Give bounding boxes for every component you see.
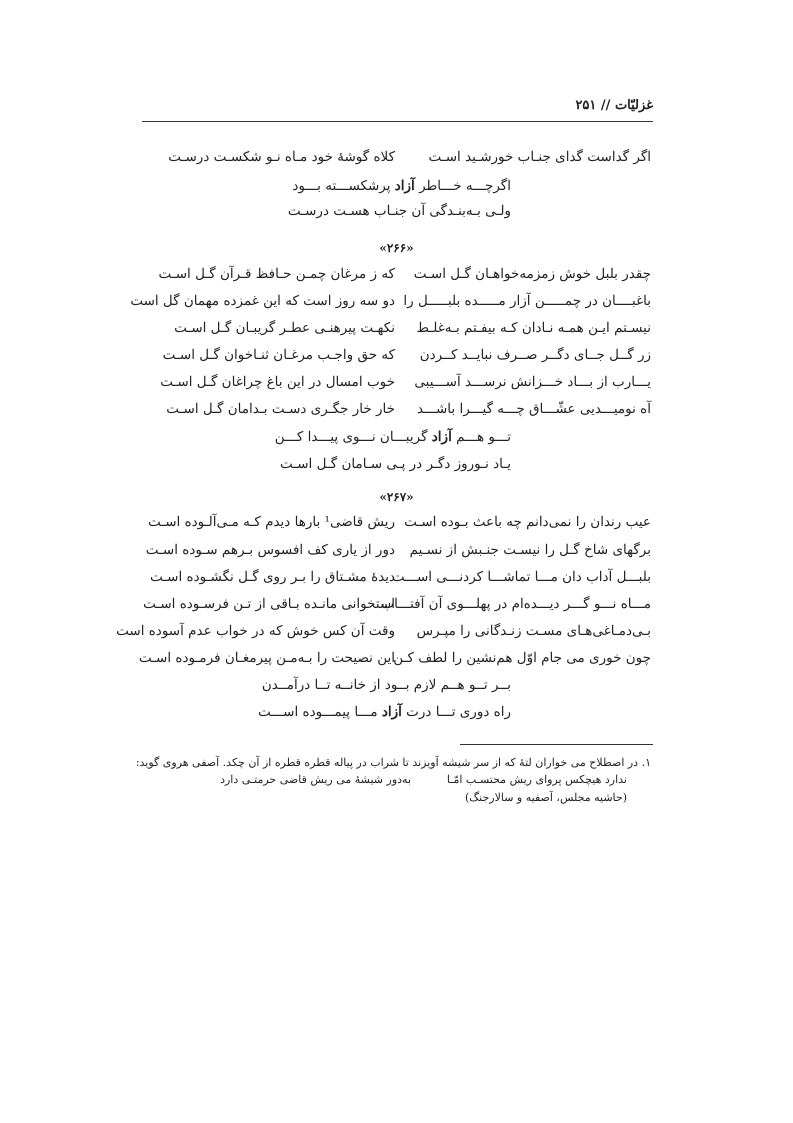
poem-267-verse-3-right: بلبـــل آداب دان مـــا تماشـــا کردنـــی اســـت bbox=[391, 569, 651, 585]
poem-266-verse-3-left: نکهـت پیرهنـی عطـر گریبـان گـل اسـت bbox=[174, 320, 395, 336]
poem-267-verse-1-left: ریش قاضی¹ بارها دیدم کـه مـی‌آلـوده اسـت bbox=[148, 514, 395, 530]
poem-267-verse-6-left: این نصیحت را بـه‌مـن پیرمغـان فرمـوده اسـت bbox=[138, 650, 395, 666]
poem-267-verse-2-right: برگهای شاخ گـل را نیسـت جنـبش از نسـیم bbox=[409, 542, 651, 558]
poem-267-closing-2: راه دوری تـــا درت آزاد مـــا پیمـــوده اســـت bbox=[258, 704, 511, 720]
poem-267-verse-2-left: دور از یاری کف افسوس بـرهم سـوده اسـت bbox=[145, 542, 395, 558]
poet-name: آزاد bbox=[431, 429, 452, 445]
poem-266-verse-2-right: باغبــــان در چمـــــن آزار مـــــده بلبـــــل را bbox=[403, 293, 651, 309]
header-title: غزلیّات // ۲۵۱ bbox=[575, 98, 653, 113]
poem-266-verse-4-left: که حق واجـب مرغـان ثنـاخوان گـل اسـت bbox=[162, 347, 395, 363]
intro-line1-right: اگر گداست گدای جنـاب خورشـید اسـت bbox=[428, 149, 651, 165]
poem-267-verse-6-right: چون خوری می جام اوّل هم‌نشین را لطف کـن bbox=[393, 650, 651, 666]
header-rule bbox=[142, 121, 653, 122]
intro-line2: اگرچـــه خـــاطر آزاد پرشکســـته بـــود bbox=[292, 178, 511, 194]
poem-267-number: «۲۶۷» bbox=[379, 490, 414, 504]
poem-266-verse-6-left: خار خار جگـری دسـت بـدامان گـل اسـت bbox=[166, 401, 395, 417]
poet-name: آزاد bbox=[394, 178, 415, 194]
poem-267-closing-1: بــر تــو هــم لازم بــود از خانــه تــا درآمــدن bbox=[261, 677, 511, 693]
poem-266-closing-1: تـــو هـــم آزاد گریبـــان نـــوی پیـــدا کـــن bbox=[274, 429, 511, 445]
poet-name: آزاد bbox=[381, 704, 402, 720]
poem-266-verse-5-left: خوب امسال در این باغ چراغان گـل اسـت bbox=[160, 374, 395, 390]
intro-line3: ولـی بـه‌بنـدگی آن جنـاب هسـت درسـت bbox=[287, 203, 511, 219]
footnote-verse-left: به‌دور شیشهٔ می ریش قاضی حرمتـی دارد bbox=[220, 773, 411, 786]
poem-266-verse-1-left: که ز مرغان چمـن حـافظ قـرآن گـل اسـت bbox=[158, 266, 395, 282]
intro-line1-left: کلاه گوشهٔ خود مـاه نـو شکسـت درسـت bbox=[168, 149, 395, 165]
running-header bbox=[142, 92, 653, 122]
poem-267-verse-5-right: بـی‌دمـاغی‌هـای مسـت زنـدگانی را مپـرس bbox=[416, 623, 651, 639]
footnote-line-1: ۱. در اصطلاح می خواران لتهٔ که از سر شیشه آویزند تا شراب در پیاله قطره قطره از آن چکد. آصفی هروی گوید: bbox=[135, 756, 651, 769]
footnote-rule bbox=[460, 744, 653, 745]
poem-266-verse-1-right: چقدر بلبل خوش زمزمه‌خواهـان گـل اسـت bbox=[413, 266, 651, 282]
poem-266-verse-3-right: نیسـتم ایـن همـه نـادان کـه بیفـتم بـه‌غلـط bbox=[416, 320, 651, 336]
poem-267-verse-4-left: استخوانی مانـده بـاقی از تـن فرسـوده اسـت bbox=[143, 596, 395, 612]
poem-266-verse-5-right: یـــارب از بـــاد خـــزانش نرســـد آســـیبی bbox=[414, 374, 651, 390]
poem-267-verse-3-left: دیدهٔ مشـتاق را بـر روی گـل نگشـوده اسـت bbox=[149, 569, 395, 585]
poem-267-verse-4-right: مـــاه نـــو گـــر دیـــده‌ام در پهلـــوی آن آفتـــاب bbox=[381, 596, 651, 612]
poem-266-number: «۲۶۶» bbox=[379, 241, 414, 255]
poem-266-verse-6-right: آه نومیـــدیی عشّـــاق چـــه گیـــرا باشـــد bbox=[417, 401, 651, 417]
footnote-verse-right: ندارد هیچکس پروای ریش محتسـب امّـا bbox=[446, 773, 627, 786]
poem-266-verse-2-left: دو سه روز است که این غمزده مهمان گل است bbox=[130, 293, 395, 309]
poem-266-closing-2: یـاد نـوروز دگـر در پـی سـامان گـل اسـت bbox=[280, 456, 511, 472]
poem-266-verse-4-right: زر گــل جــای دگــر صــرف نبایــد کــردن bbox=[419, 347, 651, 363]
poem-267-verse-5-left: وقت آن کس خوش که در خواب عدم آسوده است bbox=[116, 623, 395, 639]
footnote-source: (حاشیه مجلس، آصفیه و سالارجنگ) bbox=[465, 791, 627, 804]
poem-267-verse-1-right: عیب رندان را نمی‌دانم چه باعث بـوده اسـت bbox=[404, 514, 651, 530]
